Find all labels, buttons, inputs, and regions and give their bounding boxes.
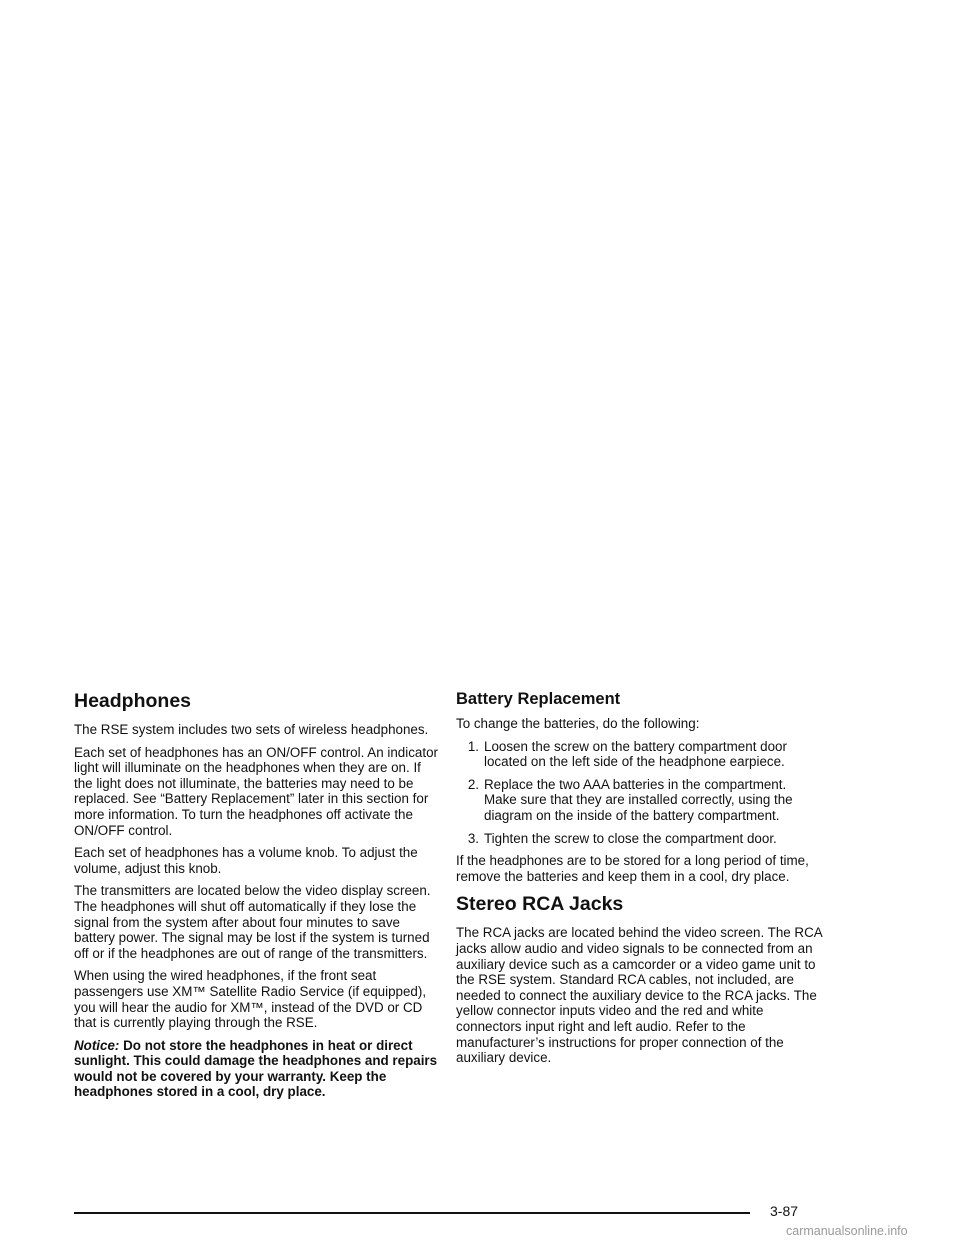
- paragraph: Each set of headphones has an ON/OFF control. An indicator light will illuminate on the headphones when they are on. If the light does not illuminate, the batteries may need to be replaced. See “Battery Replacement” later in this section for more information. To turn the headphones off activate the ON/OFF control.: [74, 744, 438, 838]
- list-item: [456, 777, 822, 824]
- list-item: [456, 831, 822, 847]
- notice: [74, 1038, 440, 1100]
- paragraph: Each set of headphones has a volume knob. To adjust the volume, adjust this knob.: [74, 845, 418, 876]
- notice-label: Notice:: [74, 1037, 120, 1053]
- rca-text: The RCA jacks are located behind the video screen. The RCA jacks allow audio and video signals to be connected from an auxiliary device such as a camcorder or a video game unit to the RSE system. Standard RCA cables, not included, are needed to connect the auxiliary device to the RCA jacks. The yellow connector inputs video and the red and white connectors input right and left audio. Refer to the manufacturer’s instructions for proper connection of the auxiliary device.: [456, 925, 822, 1066]
- paragraph: When using the wired headphones, if the front seat passengers use XM™ Satellite Radio Service (if equipped), you will hear the audio for XM™, instead of the DVD or CD that is currently playing through the RSE.: [74, 968, 427, 1031]
- intro-text: To change the batteries, do the following:: [456, 716, 700, 731]
- step-number: 2.: [467, 776, 479, 792]
- right-column: [456, 690, 822, 1073]
- step-number: 1.: [467, 738, 479, 754]
- step-text: Replace the two AAA batteries in the compartment. Make sure that they are installed correctly, using the diagram on the inside of the battery compartment.: [484, 776, 793, 823]
- headphones-heading: Headphones: [74, 690, 192, 712]
- step-number: 3.: [467, 830, 479, 846]
- paragraph: The transmitters are located below the video display screen. The headphones will shut off automatically if they lose the signal from the system after about four minutes to save battery power. The signal may be lost if the system is turned off or if the headphones are out of range of the transmitters.: [74, 883, 431, 961]
- list-item: [456, 739, 822, 770]
- battery-replacement-heading: Battery Replacement: [456, 690, 621, 708]
- left-column: [74, 690, 440, 1107]
- step-text: Loosen the screw on the battery compartment door located on the left side of the headphone earpiece.: [484, 738, 787, 770]
- footer-rule: [74, 1212, 750, 1214]
- notice-text: Do not store the headphones in heat or direct sunlight. This could damage the headphones and repairs would not be covered by your warranty. Keep the headphones stored in a cool, dry place.: [74, 1037, 438, 1100]
- step-text: Tighten the screw to close the compartment door.: [484, 830, 777, 846]
- paragraph: The RSE system includes two sets of wireless headphones.: [74, 722, 429, 737]
- steps-list: [456, 739, 822, 847]
- page-number: 3-87: [770, 1203, 799, 1219]
- watermark: carmanualsonline.info: [786, 1224, 908, 1238]
- storage-text: If the headphones are to be stored for a long period of time, remove the batteries and keep them in a cool, dry place.: [456, 853, 809, 884]
- stereo-rca-jacks-heading: Stereo RCA Jacks: [456, 893, 624, 916]
